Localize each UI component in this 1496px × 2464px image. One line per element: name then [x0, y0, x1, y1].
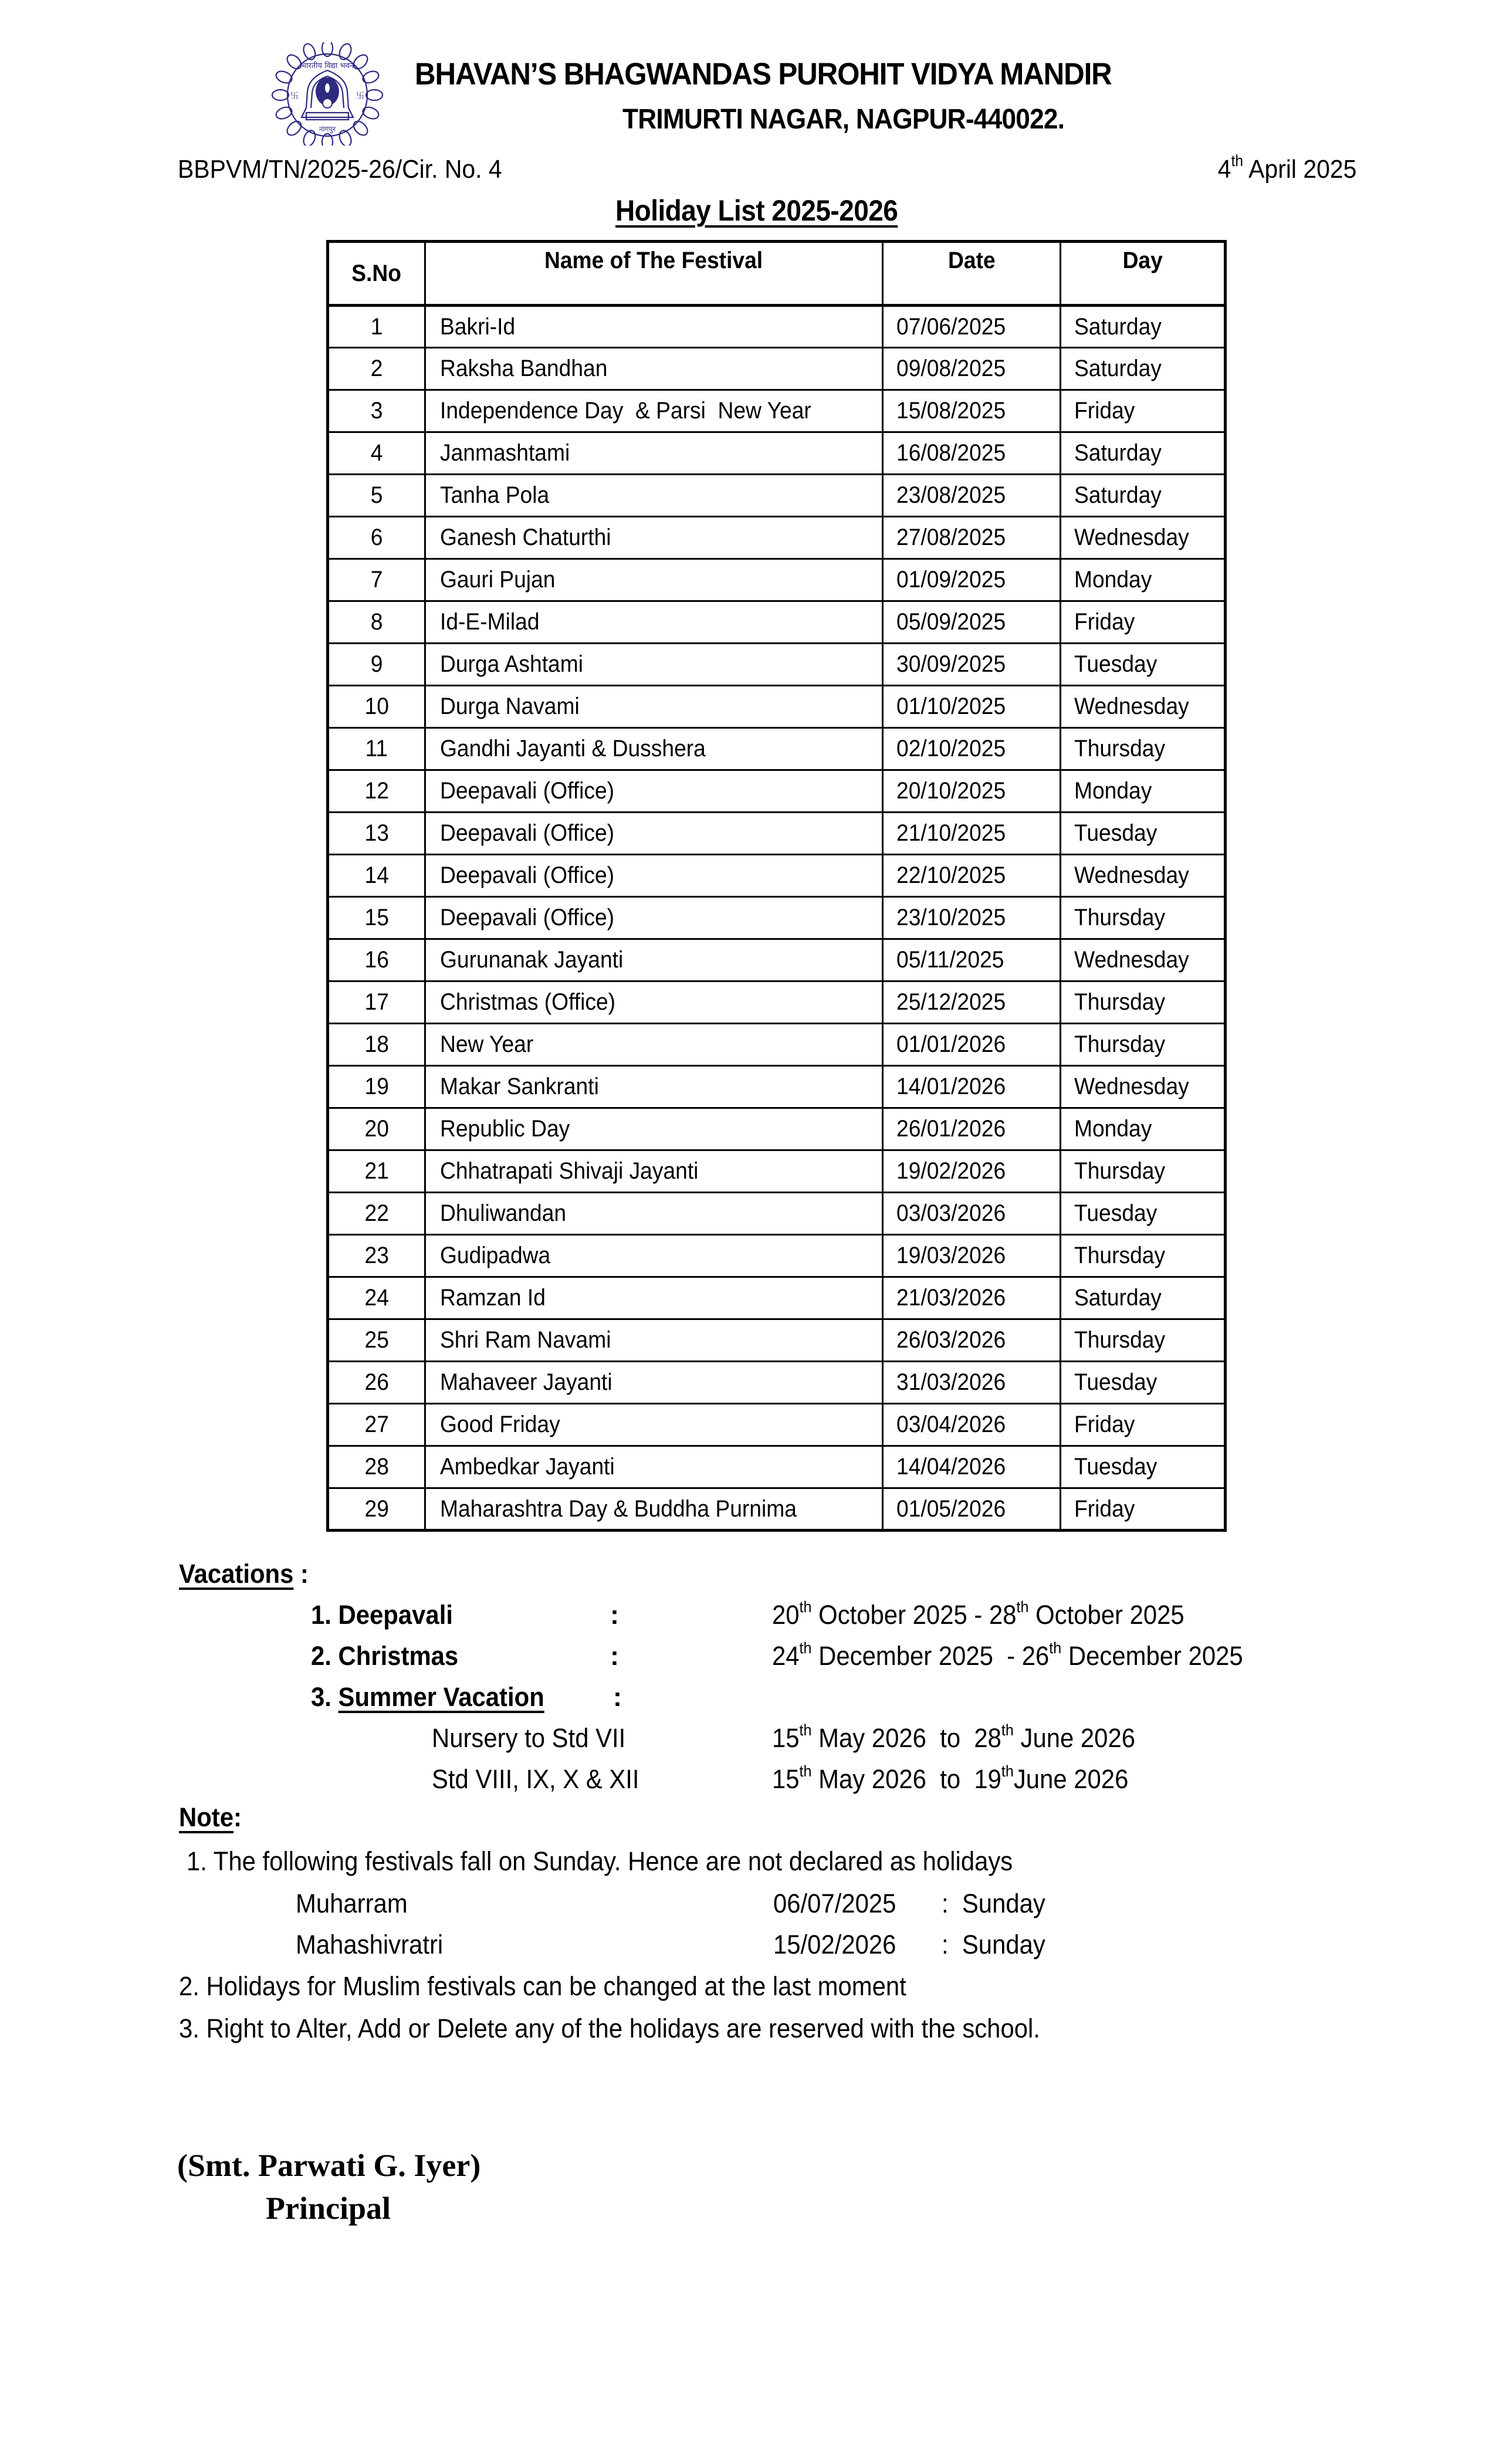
- sunday-festival-day: : Sunday: [942, 1888, 1045, 1918]
- cell-day: Saturday: [1061, 475, 1226, 517]
- table-row: [328, 432, 1226, 475]
- cell-festival-name: Bakri-Id: [425, 306, 883, 348]
- table-row: [328, 390, 1226, 432]
- cell-festival-name: Gandhi Jayanti & Dusshera: [425, 728, 883, 770]
- cell-date: 19/02/2026: [883, 1150, 1061, 1193]
- cell-day: Wednesday: [1061, 686, 1226, 728]
- cell-date: 21/10/2025: [883, 813, 1061, 855]
- cell-festival-name: Id-E-Milad: [425, 601, 883, 644]
- table-row: [328, 686, 1226, 728]
- cell-day: Thursday: [1061, 1235, 1226, 1277]
- table-row: [328, 1404, 1226, 1446]
- cell-date: 16/08/2025: [883, 432, 1061, 475]
- date-day: 4: [1217, 155, 1231, 184]
- signatory-name: (Smt. Parwati G. Iyer): [177, 2148, 481, 2183]
- table-row: [328, 1108, 1226, 1150]
- cell-day: Thursday: [1061, 728, 1226, 770]
- cell-day: Thursday: [1061, 1150, 1226, 1193]
- svg-text:भारतीय विद्या भवन: भारतीय विद्या भवन: [300, 62, 354, 70]
- cell-sno: 11: [328, 728, 425, 770]
- vacation-deepavali-colon: :: [610, 1600, 619, 1630]
- table-row: [328, 1150, 1226, 1193]
- cell-sno: 4: [328, 432, 425, 475]
- summer-group-dates: 15th May 2026 to 19thJune 2026: [772, 1762, 1129, 1794]
- sunday-festival-date: 15/02/2026: [773, 1930, 896, 1959]
- cell-sno: 18: [328, 1024, 425, 1066]
- cell-sno: 15: [328, 897, 425, 939]
- cell-sno: 22: [328, 1193, 425, 1235]
- logo-petal: [351, 52, 370, 72]
- date-rest: April 2025: [1248, 155, 1356, 184]
- cell-day: Wednesday: [1061, 517, 1226, 559]
- table-row: [328, 1488, 1226, 1531]
- table-row: [328, 1362, 1226, 1404]
- table-row: [328, 644, 1226, 686]
- cell-day: Thursday: [1061, 1024, 1226, 1066]
- cell-festival-name: Maharashtra Day & Buddha Purnima: [425, 1488, 883, 1531]
- cell-day: Saturday: [1061, 306, 1226, 348]
- cell-day: Thursday: [1061, 981, 1226, 1024]
- cell-date: 15/08/2025: [883, 390, 1061, 432]
- cell-day: Saturday: [1061, 432, 1226, 475]
- cell-sno: 23: [328, 1235, 425, 1277]
- vacation-summer-colon: :: [613, 1682, 622, 1712]
- cell-day: Wednesday: [1061, 855, 1226, 897]
- cell-festival-name: Durga Ashtami: [425, 644, 883, 686]
- cell-festival-name: Gauri Pujan: [425, 559, 883, 601]
- cell-sno: 3: [328, 390, 425, 432]
- vacation-christmas-label: 2. Christmas: [311, 1641, 459, 1671]
- cell-date: 02/10/2025: [883, 728, 1061, 770]
- table-row: [328, 728, 1226, 770]
- cell-festival-name: Mahaveer Jayanti: [425, 1362, 883, 1404]
- cell-sno: 6: [328, 517, 425, 559]
- cell-festival-name: Dhuliwandan: [425, 1193, 883, 1235]
- circular-date: [1217, 152, 1356, 184]
- cell-festival-name: Gurunanak Jayanti: [425, 939, 883, 981]
- table-row: [328, 601, 1226, 644]
- cell-date: 14/04/2026: [883, 1446, 1061, 1488]
- cell-date: 01/09/2025: [883, 559, 1061, 601]
- table-header-row: [328, 242, 1226, 306]
- column-header-festival: Name of The Festival: [425, 242, 883, 306]
- cell-festival-name: Ambedkar Jayanti: [425, 1446, 883, 1488]
- school-emblem-icon: [271, 42, 384, 145]
- table-row: [328, 348, 1226, 390]
- vacation-christmas-colon: :: [610, 1641, 619, 1671]
- cell-sno: 2: [328, 348, 425, 390]
- note-item-1: 1. The following festivals fall on Sunday. Hence are not declared as holidays: [187, 1846, 1013, 1876]
- logo-petal: [272, 90, 289, 100]
- cell-date: 05/09/2025: [883, 601, 1061, 644]
- note-item-3: 3. Right to Alter, Add or Delete any of the holidays are reserved with the school.: [179, 2013, 1040, 2043]
- cell-day: Wednesday: [1061, 1066, 1226, 1108]
- cell-day: Monday: [1061, 1108, 1226, 1150]
- cell-sno: 26: [328, 1362, 425, 1404]
- date-suffix: th: [1231, 152, 1243, 170]
- cell-day: Tuesday: [1061, 1446, 1226, 1488]
- cell-festival-name: Deepavali (Office): [425, 855, 883, 897]
- cell-date: 01/01/2026: [883, 1024, 1061, 1066]
- sunday-festival-name: Muharram: [296, 1888, 408, 1918]
- cell-sno: 19: [328, 1066, 425, 1108]
- sunday-festival-name: Mahashivratri: [296, 1930, 444, 1959]
- cell-festival-name: Makar Sankranti: [425, 1066, 883, 1108]
- cell-sno: 12: [328, 770, 425, 813]
- table-row: [328, 897, 1226, 939]
- cell-day: Friday: [1061, 1404, 1226, 1446]
- column-header-date: Date: [883, 242, 1061, 306]
- cell-sno: 10: [328, 686, 425, 728]
- table-row: [328, 770, 1226, 813]
- column-header-sno: S.No: [328, 242, 425, 306]
- cell-festival-name: Durga Navami: [425, 686, 883, 728]
- school-name: BHAVAN’S BHAGWANDAS PUROHIT VIDYA MANDIR: [415, 57, 1112, 92]
- summer-group-dates: 15th May 2026 to 28th June 2026: [772, 1721, 1136, 1753]
- logo-petal: [366, 90, 383, 100]
- note-item-2: 2. Holidays for Muslim festivals can be changed at the last moment: [179, 1971, 906, 2001]
- cell-festival-name: Independence Day & Parsi New Year: [425, 390, 883, 432]
- school-address: TRIMURTI NAGAR, NAGPUR-440022.: [622, 104, 1065, 135]
- cell-festival-name: Tanha Pola: [425, 475, 883, 517]
- cell-festival-name: Ganesh Chaturthi: [425, 517, 883, 559]
- cell-sno: 28: [328, 1446, 425, 1488]
- circular-reference: BBPVM/TN/2025-26/Cir. No. 4: [178, 155, 502, 184]
- sunday-festival-date: 06/07/2025: [773, 1888, 896, 1918]
- cell-date: 30/09/2025: [883, 644, 1061, 686]
- cell-date: 21/03/2026: [883, 1277, 1061, 1319]
- cell-sno: 24: [328, 1277, 425, 1319]
- cell-day: Saturday: [1061, 348, 1226, 390]
- table-row: [328, 475, 1226, 517]
- table-row: [328, 939, 1226, 981]
- cell-sno: 1: [328, 306, 425, 348]
- cell-date: 19/03/2026: [883, 1235, 1061, 1277]
- table-row: [328, 981, 1226, 1024]
- cell-date: 05/11/2025: [883, 939, 1061, 981]
- table-row: [328, 1193, 1226, 1235]
- vacations-heading: Vacations :: [179, 1559, 309, 1589]
- table-row: [328, 813, 1226, 855]
- summer-group-label: Std VIII, IX, X & XII: [432, 1764, 639, 1794]
- column-header-day: Day: [1061, 242, 1226, 306]
- table-body: [328, 306, 1226, 1531]
- cell-date: 25/12/2025: [883, 981, 1061, 1024]
- cell-date: 22/10/2025: [883, 855, 1061, 897]
- cell-day: Friday: [1061, 1488, 1226, 1531]
- vacation-deepavali-dates: 20th October 2025 - 28th October 2025: [772, 1597, 1184, 1630]
- cell-day: Tuesday: [1061, 1193, 1226, 1235]
- cell-festival-name: Ramzan Id: [425, 1277, 883, 1319]
- cell-day: Monday: [1061, 770, 1226, 813]
- cell-day: Tuesday: [1061, 1362, 1226, 1404]
- cell-sno: 25: [328, 1319, 425, 1362]
- cell-day: Thursday: [1061, 897, 1226, 939]
- table-row: [328, 1066, 1226, 1108]
- cell-sno: 17: [328, 981, 425, 1024]
- cell-date: 20/10/2025: [883, 770, 1061, 813]
- cell-date: 07/06/2025: [883, 306, 1061, 348]
- table-row: [328, 1446, 1226, 1488]
- vacation-summer-label: 3. Summer Vacation: [311, 1682, 544, 1712]
- signatory-title: Principal: [266, 2191, 391, 2226]
- cell-day: Wednesday: [1061, 939, 1226, 981]
- summer-group-label: Nursery to Std VII: [432, 1723, 626, 1753]
- table-row: [328, 1319, 1226, 1362]
- cell-date: 03/03/2026: [883, 1193, 1061, 1235]
- cell-festival-name: Republic Day: [425, 1108, 883, 1150]
- page-title: Holiday List 2025-2026: [615, 194, 898, 227]
- holiday-table: [326, 240, 1227, 1532]
- cell-day: Thursday: [1061, 1319, 1226, 1362]
- cell-date: 03/04/2026: [883, 1404, 1061, 1446]
- cell-sno: 16: [328, 939, 425, 981]
- cell-day: Monday: [1061, 559, 1226, 601]
- cell-festival-name: Christmas (Office): [425, 981, 883, 1024]
- cell-festival-name: Deepavali (Office): [425, 770, 883, 813]
- cell-date: 23/08/2025: [883, 475, 1061, 517]
- note-heading: Note:: [179, 1802, 242, 1832]
- vacation-deepavali-label: 1. Deepavali: [311, 1600, 453, 1630]
- logo-petal: [285, 119, 304, 138]
- cell-date: 23/10/2025: [883, 897, 1061, 939]
- table-row: [328, 517, 1226, 559]
- table-row: [328, 1024, 1226, 1066]
- vacation-christmas-dates: 24th December 2025 - 26th December 2025: [772, 1639, 1243, 1671]
- cell-date: 09/08/2025: [883, 348, 1061, 390]
- cell-festival-name: Shri Ram Navami: [425, 1319, 883, 1362]
- cell-festival-name: Good Friday: [425, 1404, 883, 1446]
- cell-date: 14/01/2026: [883, 1066, 1061, 1108]
- cell-sno: 9: [328, 644, 425, 686]
- cell-date: 26/03/2026: [883, 1319, 1061, 1362]
- logo-petal: [351, 119, 370, 138]
- svg-text:卐: 卐: [356, 92, 364, 101]
- cell-date: 01/10/2025: [883, 686, 1061, 728]
- svg-text:卐: 卐: [290, 92, 299, 101]
- cell-sno: 8: [328, 601, 425, 644]
- cell-day: Tuesday: [1061, 644, 1226, 686]
- cell-sno: 13: [328, 813, 425, 855]
- cell-sno: 14: [328, 855, 425, 897]
- table-row: [328, 1277, 1226, 1319]
- cell-festival-name: Deepavali (Office): [425, 813, 883, 855]
- cell-sno: 29: [328, 1488, 425, 1531]
- cell-festival-name: Raksha Bandhan: [425, 348, 883, 390]
- cell-day: Tuesday: [1061, 813, 1226, 855]
- table-row: [328, 306, 1226, 348]
- table-row: [328, 855, 1226, 897]
- cell-day: Saturday: [1061, 1277, 1226, 1319]
- cell-festival-name: New Year: [425, 1024, 883, 1066]
- table-row: [328, 1235, 1226, 1277]
- cell-festival-name: Janmashtami: [425, 432, 883, 475]
- svg-text:नागपुर: नागपुर: [319, 125, 336, 133]
- sunday-festival-day: : Sunday: [942, 1930, 1045, 1959]
- cell-festival-name: Gudipadwa: [425, 1235, 883, 1277]
- cell-sno: 7: [328, 559, 425, 601]
- cell-day: Friday: [1061, 390, 1226, 432]
- cell-sno: 21: [328, 1150, 425, 1193]
- cell-date: 01/05/2026: [883, 1488, 1061, 1531]
- cell-day: Friday: [1061, 601, 1226, 644]
- cell-sno: 5: [328, 475, 425, 517]
- cell-date: 27/08/2025: [883, 517, 1061, 559]
- cell-sno: 27: [328, 1404, 425, 1446]
- cell-sno: 20: [328, 1108, 425, 1150]
- cell-date: 31/03/2026: [883, 1362, 1061, 1404]
- cell-festival-name: Deepavali (Office): [425, 897, 883, 939]
- cell-festival-name: Chhatrapati Shivaji Jayanti: [425, 1150, 883, 1193]
- cell-date: 26/01/2026: [883, 1108, 1061, 1150]
- table-row: [328, 559, 1226, 601]
